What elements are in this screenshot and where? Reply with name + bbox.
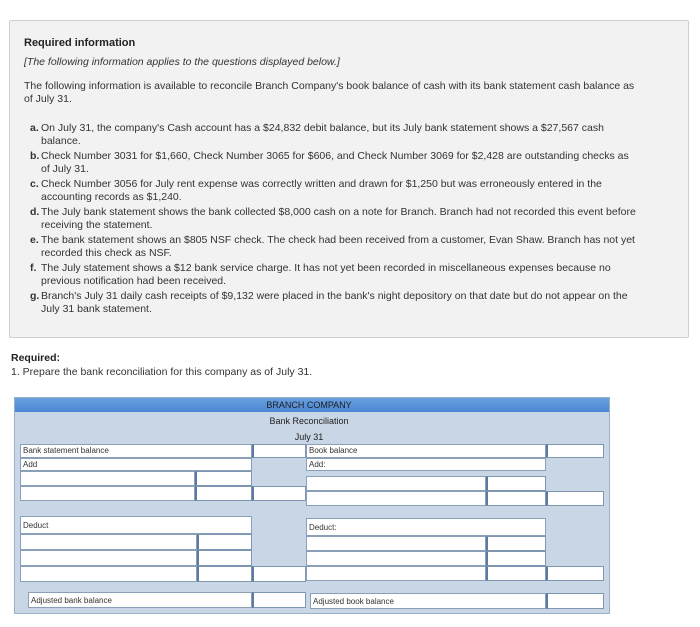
- item-text: The July statement shows a $12 bank service charge. It has not yet been recorded in miscellaneous expenses because no previous notification had been received.: [41, 262, 611, 287]
- info-subtitle: [The following information applies to the questions displayed below.]: [24, 56, 340, 68]
- bank-deduct-label-cell: [20, 516, 252, 534]
- list-item: [30, 206, 640, 231]
- book-deduct-label-cell: [306, 518, 546, 536]
- adjusted-book-label: Adjusted book balance: [313, 597, 394, 606]
- company-name: BRANCH COMPANY: [266, 400, 352, 410]
- bank-deduct-amount-input[interactable]: [197, 550, 252, 566]
- book-deduct-total-input[interactable]: [546, 566, 604, 581]
- book-add-amount-input[interactable]: [486, 476, 546, 491]
- item-letter: b.: [30, 150, 40, 162]
- adjusted-book-amount-input[interactable]: [546, 593, 604, 609]
- adjusted-bank-label-cell: [28, 592, 252, 608]
- info-title: Required information: [24, 37, 136, 49]
- book-balance-label-cell: [306, 444, 546, 458]
- bank-add-amount-input[interactable]: [195, 486, 252, 501]
- required-title: Required:: [11, 352, 61, 364]
- adjusted-bank-amount-input[interactable]: [252, 592, 306, 608]
- required-question: 1. Prepare the bank reconciliation for this company as of July 31.: [11, 366, 313, 378]
- item-letter: a.: [30, 122, 39, 134]
- list-item: [30, 234, 640, 259]
- item-letter: d.: [30, 206, 40, 218]
- adjusted-bank-label: Adjusted bank balance: [31, 596, 112, 605]
- book-add-description-input[interactable]: [306, 476, 486, 491]
- bank-balance-amount-input[interactable]: [252, 444, 306, 458]
- book-deduct-description-input[interactable]: [306, 536, 486, 551]
- info-list: [30, 122, 640, 318]
- item-text: The July bank statement shows the bank collected $8,000 cash on a note for Branch. Branch had not recorded this event before receiving the statement.: [41, 206, 636, 231]
- bank-deduct-amount-input[interactable]: [197, 534, 252, 550]
- item-text: Branch's July 31 daily cash receipts of $9,132 were placed in the bank's night depository on that date but do not appear on the July 31 bank statement.: [41, 290, 628, 315]
- list-item: [30, 122, 640, 147]
- bank-deduct-label: Deduct: [23, 521, 49, 530]
- bank-add-amount-input[interactable]: [195, 471, 252, 486]
- book-deduct-amount-input[interactable]: [486, 536, 546, 551]
- info-intro: The following information is available to reconcile Branch Company's book balance of cash with its bank statement cash balance as of July 31.: [24, 80, 635, 105]
- book-deduct-label: Deduct:: [309, 523, 337, 532]
- bank-deduct-description-input[interactable]: [20, 550, 197, 566]
- item-text: Check Number 3031 for $1,660, Check Number 3065 for $606, and Check Number 3069 for $2,428 are outstanding checks as of July 31.: [41, 150, 629, 175]
- bank-add-description-input[interactable]: [20, 471, 195, 486]
- list-item: [30, 178, 640, 203]
- bank-add-label: Add: [23, 460, 38, 469]
- item-letter: g.: [30, 290, 40, 302]
- item-text: On July 31, the company's Cash account has a $24,832 debit balance, but its July bank statement shows a $27,567 cash balance.: [41, 122, 604, 147]
- book-add-total-input[interactable]: [546, 491, 604, 506]
- list-item: [30, 150, 640, 175]
- list-item: [30, 262, 640, 287]
- bank-deduct-description-input[interactable]: [20, 534, 197, 550]
- report-title: Bank Reconciliation: [269, 416, 349, 426]
- bank-add-total-input[interactable]: [252, 486, 306, 501]
- item-letter: e.: [30, 234, 39, 246]
- book-deduct-description-input[interactable]: [306, 551, 486, 566]
- adjusted-book-label-cell: [310, 593, 546, 609]
- item-text: Check Number 3056 for July rent expense was correctly written and drawn for $1,250 but was erroneously entered in the accounting records as $1,240.: [41, 178, 602, 203]
- book-deduct-amount-input[interactable]: [486, 551, 546, 566]
- item-letter: f.: [30, 262, 37, 274]
- bank-deduct-amount-input[interactable]: [197, 566, 252, 582]
- book-add-label: Add:: [309, 460, 326, 469]
- bank-deduct-total-input[interactable]: [252, 566, 306, 582]
- book-balance-amount-input[interactable]: [546, 444, 604, 458]
- bank-add-label-cell: [20, 458, 252, 471]
- book-deduct-amount-input[interactable]: [486, 566, 546, 581]
- bank-add-description-input[interactable]: [20, 486, 195, 501]
- book-add-description-input[interactable]: [306, 491, 486, 506]
- book-deduct-description-input[interactable]: [306, 566, 486, 581]
- report-date: July 31: [294, 432, 324, 442]
- bank-balance-label-cell: [20, 444, 252, 458]
- book-add-label-cell: [306, 458, 546, 471]
- item-text: The bank statement shows an $805 NSF check. The check had been received from a customer, Evan Shaw. Branch has not yet recorded this check as NSF.: [41, 234, 635, 259]
- list-item: [30, 290, 640, 315]
- bank-balance-label: Bank statement balance: [23, 446, 109, 455]
- bank-deduct-description-input[interactable]: [20, 566, 197, 582]
- item-letter: c.: [30, 178, 39, 190]
- book-balance-label: Book balance: [309, 446, 358, 455]
- book-add-amount-input[interactable]: [486, 491, 546, 506]
